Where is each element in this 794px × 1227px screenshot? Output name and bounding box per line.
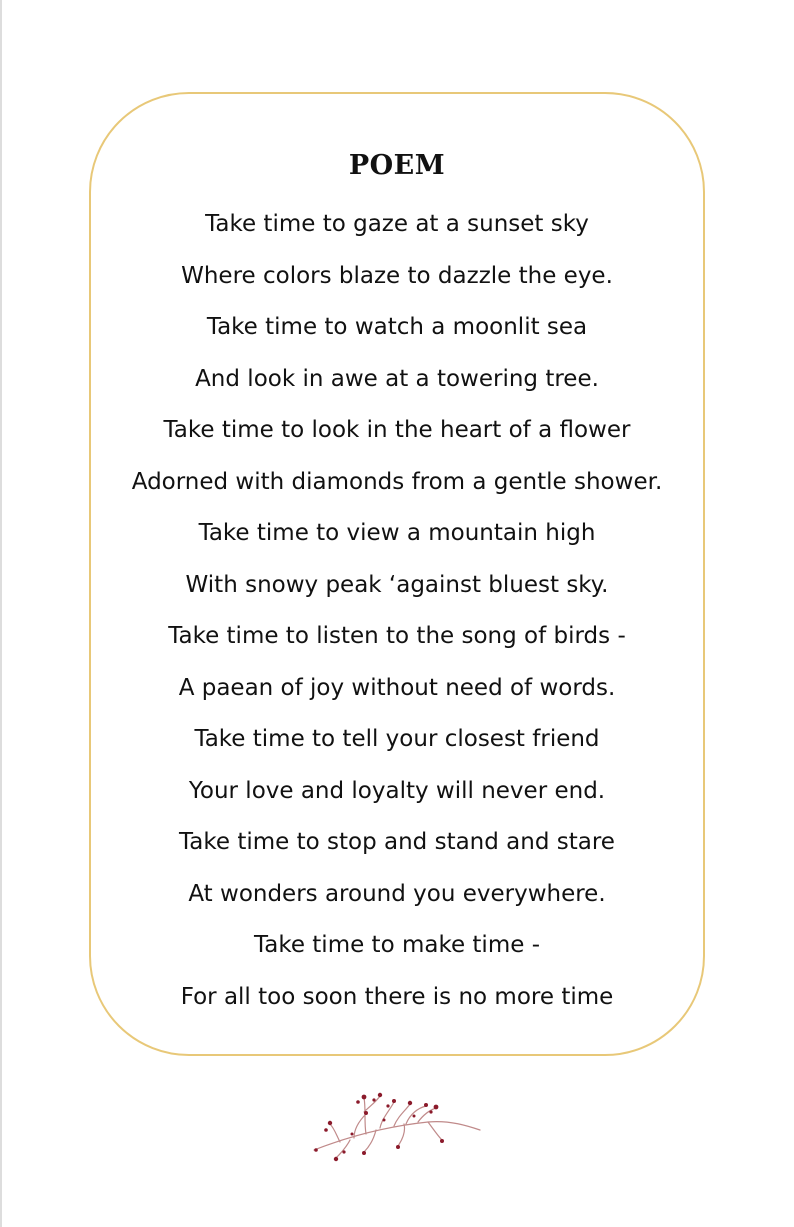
poem-line: At wonders around you everywhere.	[188, 880, 606, 907]
poem-line: With snowy peak ‘against bluest sky.	[185, 571, 609, 598]
poem-line: Adorned with diamonds from a gentle shower.	[131, 468, 663, 495]
poem-title: POEM	[348, 150, 446, 181]
poem-line: A paean of joy without need of words.	[178, 674, 616, 701]
poem-line: Take time to look in the heart of a flower	[163, 417, 631, 443]
poem-line: Take time to make time -	[253, 932, 540, 958]
poem-card	[89, 92, 705, 1056]
poem-line: Take time to watch a moonlit sea	[206, 314, 588, 340]
poem-line: Take time to stop and stand and stare	[179, 829, 615, 855]
poem-line: For all too soon there is no more time	[180, 983, 614, 1010]
berry-branch-icon	[310, 1078, 482, 1164]
poem-line: Take time to listen to the song of birds -	[168, 623, 626, 649]
poem-line: And look in awe at a towering tree.	[195, 365, 599, 392]
poem-line: Take time to gaze at a sunset sky	[205, 211, 589, 237]
poem-lines	[91, 204, 703, 1028]
page-edge-line	[0, 0, 2, 1227]
poem-line: Where colors blaze to dazzle the eye.	[181, 262, 613, 289]
poem-line: Take time to view a mountain high	[198, 520, 596, 546]
poem-line: Your love and loyalty will never end.	[188, 777, 606, 804]
poem-line: Take time to tell your closest friend	[194, 726, 600, 752]
